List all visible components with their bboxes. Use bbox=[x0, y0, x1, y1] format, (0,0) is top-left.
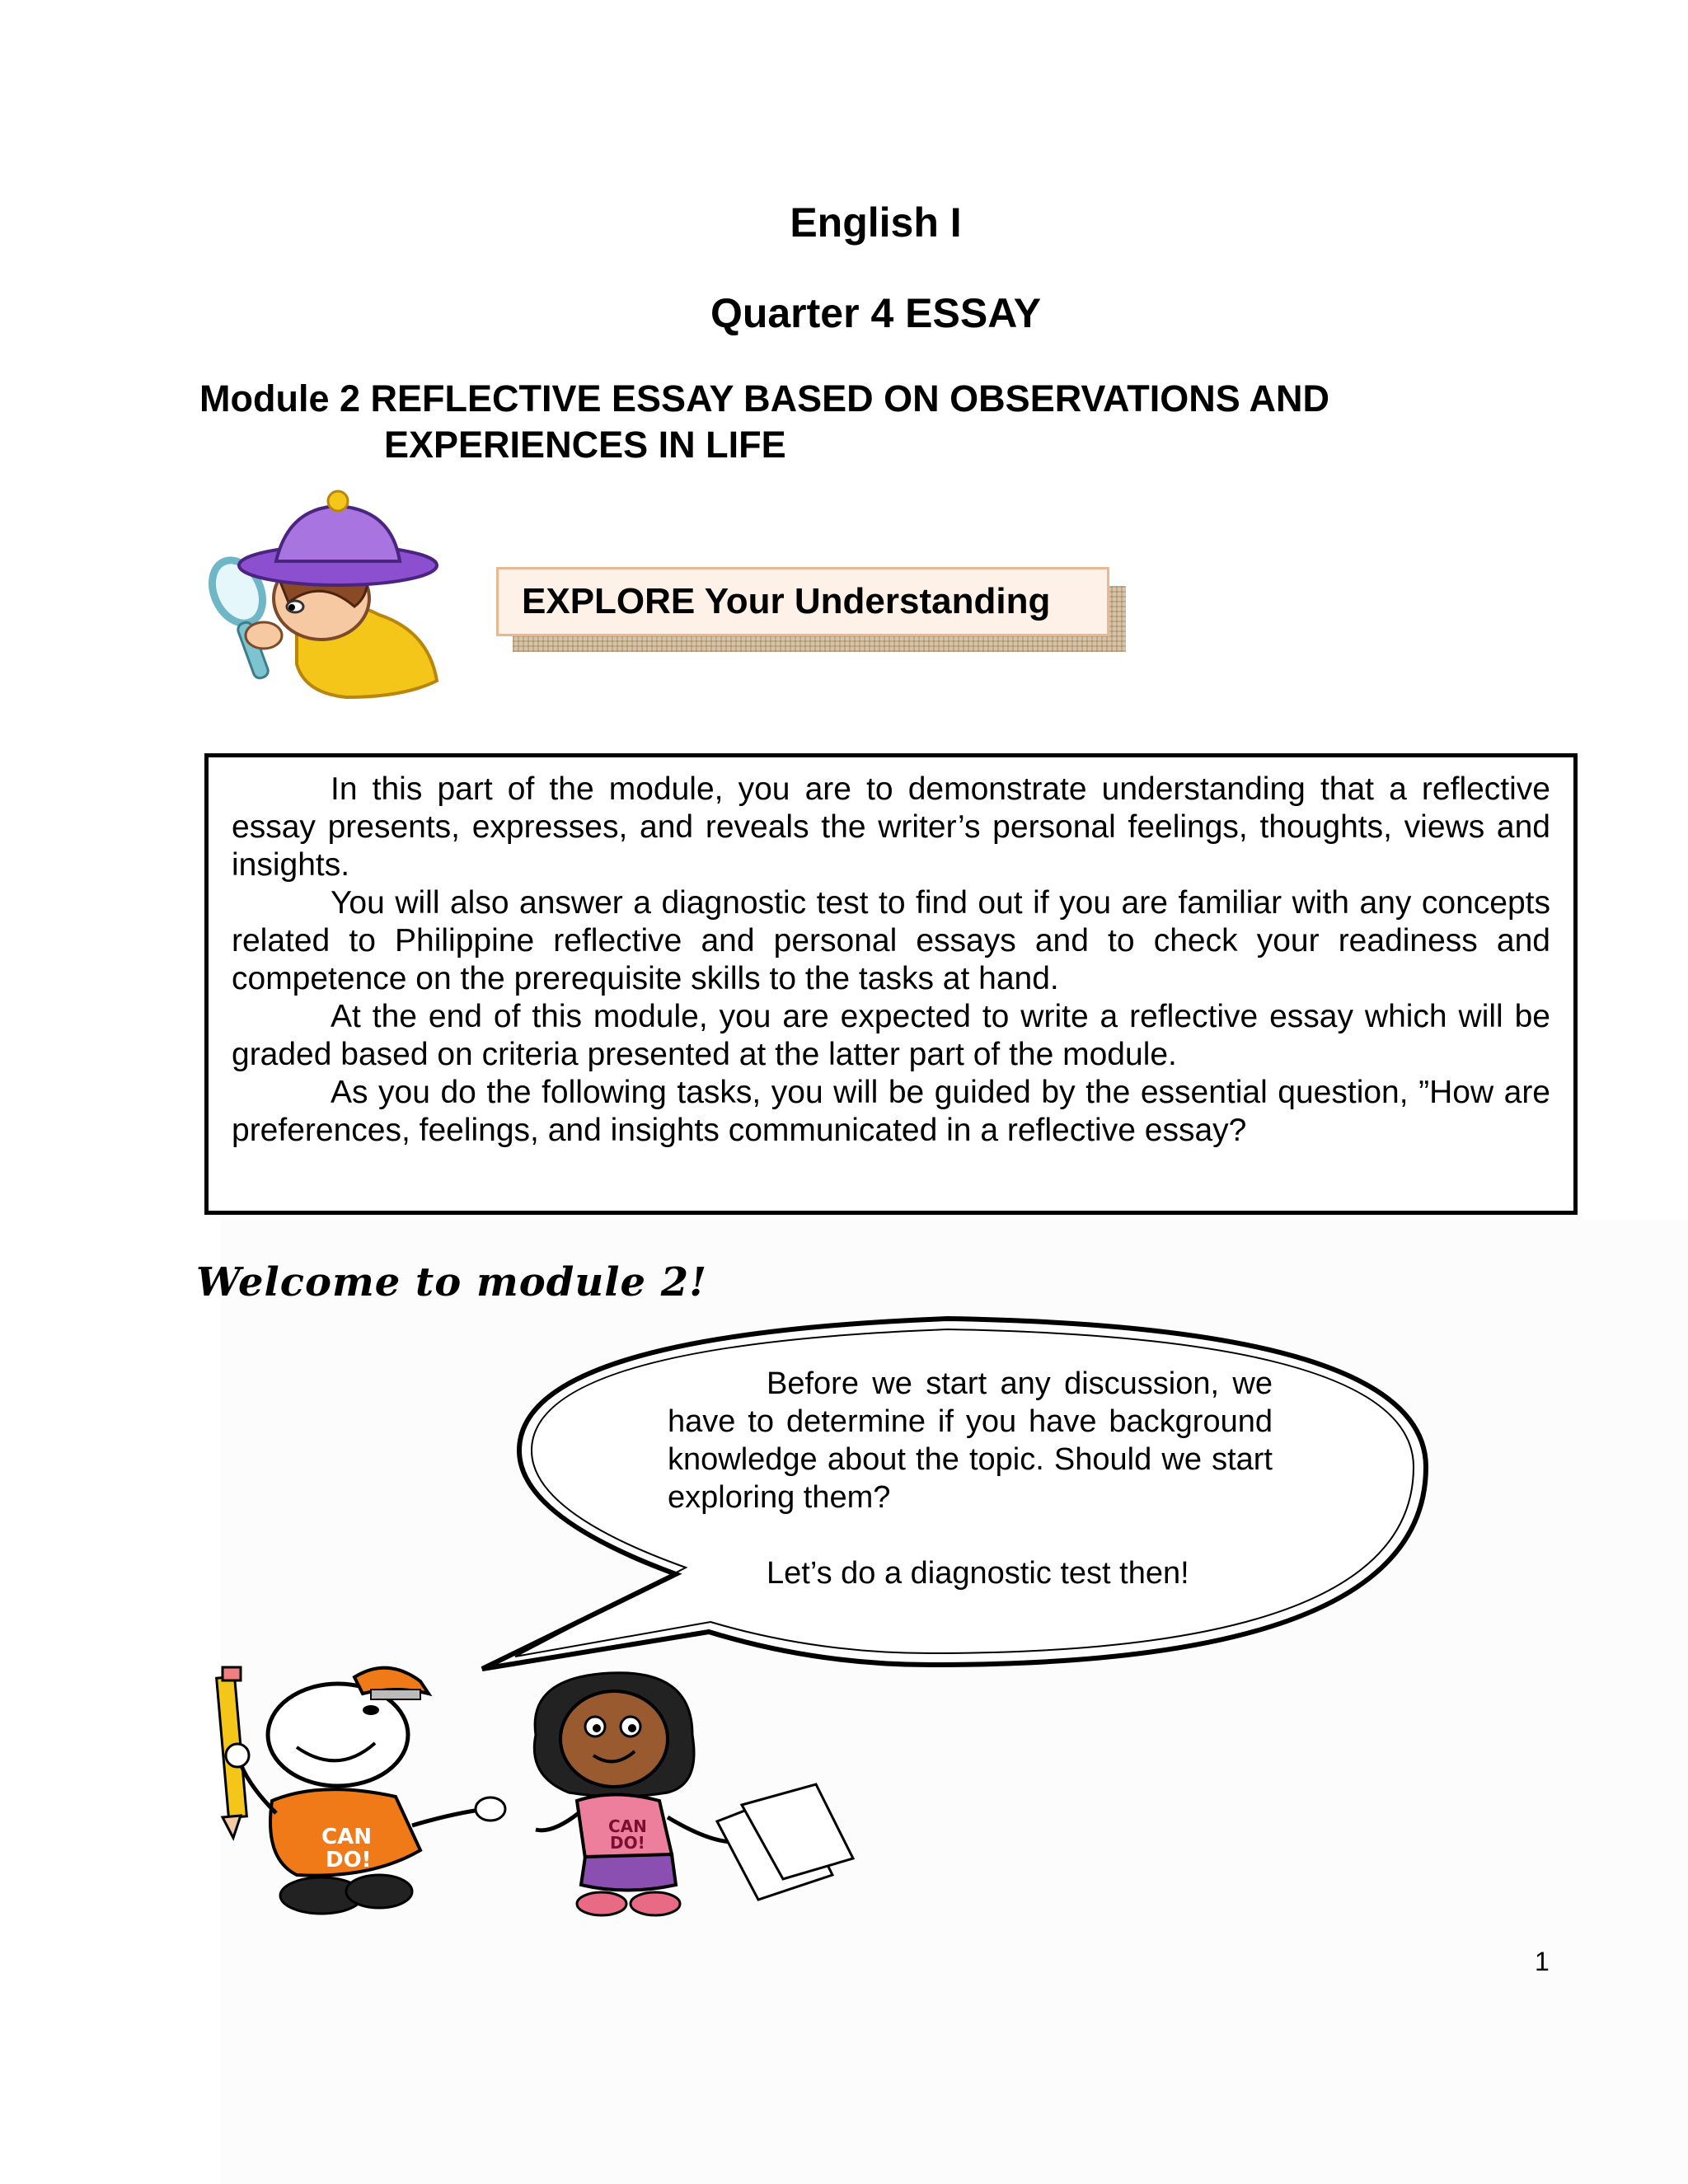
girl-shirt-text-line1: CAN bbox=[608, 1816, 647, 1836]
intro-paragraph: As you do the following tasks, you will be guided by the essential question, ”How are preferences, feelings, and insights communicated in a reflective essay? bbox=[232, 1075, 1550, 1148]
module-title-line2: EXPERIENCES IN LIFE bbox=[384, 424, 786, 466]
intro-paragraph: You will also answer a diagnostic test to find out if you are familiar with any concepts related to Philippine reflective and personal essays and to check your readiness and competence on the prerequisite skills to the tasks at hand. bbox=[232, 885, 1550, 996]
intro-paragraph: At the end of this module, you are expected to write a reflective essay which will be graded based on criteria presented at the latter part of the module. bbox=[232, 999, 1550, 1072]
boy-character-illustration bbox=[206, 1661, 519, 1924]
speech-paragraph: Let’s do a diagnostic test then! bbox=[767, 1556, 1189, 1591]
speech-paragraph: Before we start any discussion, we have to determine if you have background knowledge about the topic. Should we start exploring them? bbox=[668, 1366, 1273, 1515]
boy-shirt-text-line1: CAN bbox=[321, 1825, 372, 1849]
boy-shirt-text-line2: DO! bbox=[326, 1848, 372, 1872]
module-title-line1: Module 2 REFLECTIVE ESSAY BASED ON OBSERVATIONS AND bbox=[199, 377, 1330, 419]
speech-bubble-text bbox=[668, 1365, 1273, 1592]
intro-box bbox=[204, 753, 1578, 1215]
papers-icon bbox=[717, 1784, 853, 1900]
intro-paragraph: In this part of the module, you are to demonstrate understanding that a reflective essay presents, expresses, and reveals the writer’s personal feelings, thoughts, views and insights. bbox=[232, 771, 1550, 883]
detective-illustration bbox=[198, 491, 445, 705]
page-number: 1 bbox=[1535, 1947, 1550, 1976]
quarter-title: Quarter 4 ESSAY bbox=[710, 290, 1042, 336]
module-title bbox=[199, 376, 1518, 468]
girl-shirt-text-line2: DO! bbox=[610, 1833, 645, 1853]
girl-character-illustration bbox=[519, 1669, 865, 1924]
explore-banner: EXPLORE Your Understanding bbox=[496, 567, 1109, 636]
subject-title: English I bbox=[790, 199, 962, 246]
welcome-heading: Welcome to module 2! bbox=[196, 1259, 708, 1305]
